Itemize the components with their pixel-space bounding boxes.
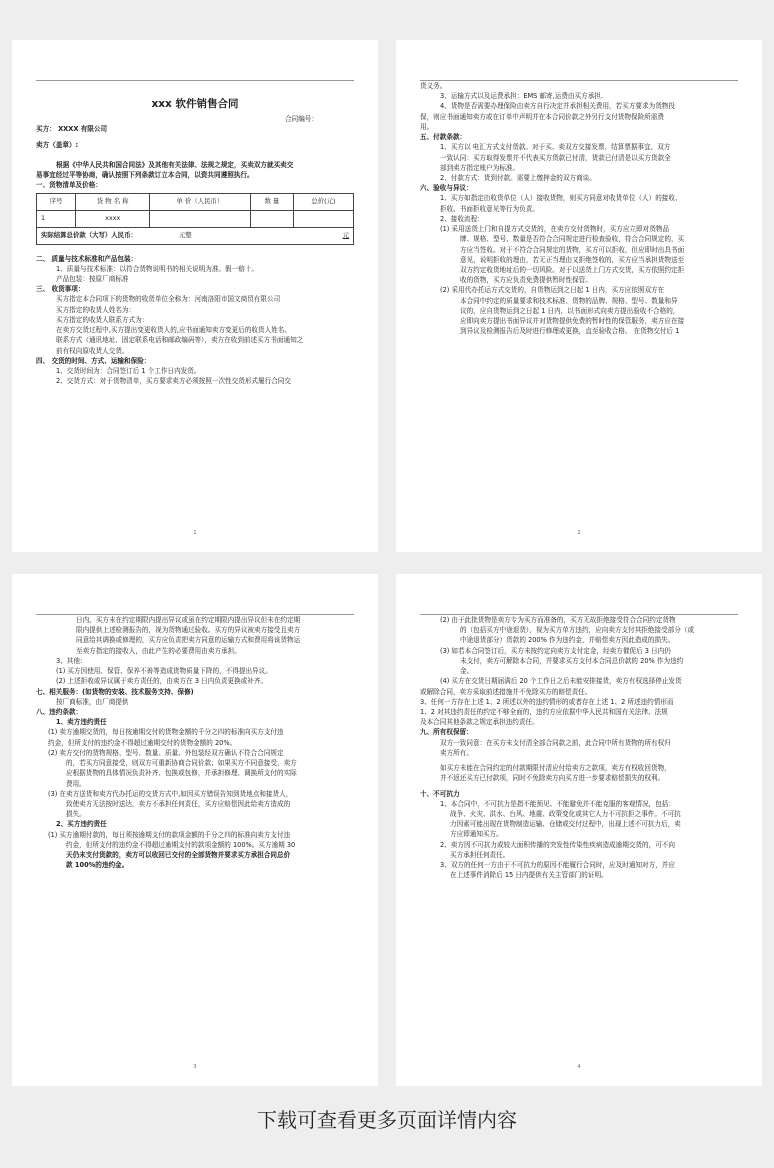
table-cell (149, 210, 250, 227)
paragraph-line: 到异议及检测报告后及时进行修理或更换，直至验收合格。 在货物交付后 1 (460, 327, 680, 336)
paragraph-line: (2) 由于此批货物是卖方专为买方而准备的，买方无故拒绝接受符合合同约定货物 (440, 616, 676, 624)
contract-page-3 (12, 574, 378, 1086)
section-10-heading: 十、不可抗力 (420, 789, 460, 798)
paragraph-line: (2) 卖方交付的货物规格、型号、数量、质量、外包装经双方确认不符合合同规定 (48, 748, 284, 757)
seller-line: 卖方（盖章）: (36, 140, 79, 149)
header-rule (420, 80, 738, 81)
table-cell: xxxx (76, 210, 150, 227)
subsection-heading: 1、卖方违约责任 (56, 718, 107, 727)
paragraph-line: 本合同中约定的质量要求和技术标准、货物的品牌、规格、型号、数量和异 (460, 296, 678, 305)
paragraph-line: (2) 采用代办托运方式交货的，自货物运到之日起 1 日内，买方应依照双方在 (440, 286, 665, 295)
section-5-heading: 五、付款条款： (420, 133, 467, 142)
paragraph-line: 买方指定的收货人姓名为： (56, 305, 136, 314)
paragraph-line: (1) 卖方逾期交货的，每日按逾期交付的货物金额的千分之四的标准向买方支付违 (48, 728, 284, 737)
paragraph-line: 卖方所有。 (440, 748, 473, 757)
paragraph-line: 2、交货方式：对于货物清单，买方要求卖方必须按照一次性交货形式履行合同交 (56, 377, 291, 386)
section-8-heading: 八、违约条款： (36, 707, 83, 716)
paragraph-line: 及本合同其他条款之规定承担违约责任。 (420, 718, 539, 727)
paragraph-line: 部到卖方指定账户为标准。 (440, 163, 520, 172)
paragraph-line: 牌、规格、型号、数量是否符合合同规定进行检查验收，符合合同规定的，买 (460, 235, 685, 244)
contract-number-label: 合同编号： (285, 115, 318, 124)
paragraph-line: 致使卖方无法按时送达，卖方不承担任何责任，买方应赔偿因此给卖方造成的 (66, 799, 291, 808)
paragraph-line: 应根据货物的具体情况负责补齐、包换或包修，并承担修理、调换所支付的实际 (66, 769, 297, 778)
paragraph-line: (2) 上述拒收或异议属于卖方责任的，由卖方在 3 日内负责更换或补齐。 (56, 677, 268, 686)
table-total-cell (37, 227, 354, 244)
paragraph-line: 应即向卖方提出书面异议并对货物提供免费的暂时性的保管服务，卖方应在接 (460, 317, 685, 326)
header-rule (420, 614, 738, 615)
paragraph-line: 费用。 (66, 779, 86, 788)
section-6-heading: 六、验收与异议： (420, 184, 473, 193)
paragraph-line: 保，则应书面通知卖方或在订单中声明并在本合同价款之外另行支付货物保险所需费 (420, 112, 664, 121)
paragraph-line: (1) 采用送货上门和自提方式交货的，在卖方交付货物时，买方应立即对货物品 (440, 225, 670, 234)
goods-table (36, 193, 354, 245)
paragraph-line: 中途退货部分）货款的 200% 作为违约金，并赔偿卖方因此造成的损失。 (460, 636, 675, 645)
paragraph-line: 的（包括买方中途退货），视为买方单方违约，应向卖方支付其拒绝接受部分（或 (460, 626, 695, 635)
paragraph-line: 3、任何一方存在上述 1、2 所述以外的违约情形的或者存在上述 1、2 所述违约情形而 (420, 697, 674, 706)
section-2-heading: 二、 质量与技术标准和产品包装： (36, 254, 138, 263)
paragraph-line: 2、卖方因不可抗力或较大面积传播的突发性传染性疾病造成逾期交货的，可不向 (440, 840, 675, 849)
paragraph-line: 力因素可能出现在货物制造运输、仓储或交付过程中，出现上述不可抗力后，卖 (450, 820, 681, 829)
paragraph-line: 货义务。 (420, 82, 447, 90)
paragraph-line: 1、交货时间为：合同签订后 1 个工作日内发货。 (56, 366, 201, 375)
paragraph-line: 1、本合同中，不可抗力是指不能预见、不能避免并不能克服的客观情况，包括： (440, 799, 675, 808)
paragraph-line: 或解除合同，卖方采取前述措施并不免除买方的赔偿责任。 (420, 687, 592, 696)
section-9-heading: 九、所有权保留： (420, 728, 473, 737)
paragraph-line: 2、付款方式：货到付款。需要上缴押金的双方商谈。 (440, 173, 596, 182)
total-yuan: 元 (342, 230, 349, 239)
paragraph-line: 方应即通知买方。 (450, 830, 503, 839)
total-label: 实际结算总价款（大写）人民币： (41, 230, 137, 239)
paragraph-line: 1、买方如指定由收货单位（人）接收货物，则买方同意对收货单位（人）的接收、 (440, 194, 682, 203)
paragraph-line: 同意给其调换或修理的，买方应负责把卖方同意的运输方式和费用将该货物运 (76, 636, 301, 645)
paragraph-line: 一致认同：买方取得发票并不代表买方货款已付清，货款已付清是以买方货款全 (440, 153, 671, 162)
paragraph-line: 限内提供上述检测报告的，视为货物通过验收。买方的异议被卖方接受且卖方 (76, 626, 301, 635)
paragraph-line: (4) 买方在交货日期届满后 20 个工作日之后未能安排接货，卖方有权选择停止发货 (440, 677, 682, 686)
header-rule (36, 614, 354, 615)
section-3-heading: 三、 收货事项： (36, 285, 85, 294)
section-1-heading: 一、货物清单及价格： (36, 181, 102, 190)
subsection-heading: 2、买方违约责任 (56, 820, 107, 829)
paragraph-line: 1、买方以 电汇方式支付货款。对于买、卖双方交接发票、结算票据事宜，双方 (440, 143, 671, 152)
paragraph-line: 约金，但所支付的违约金不得超过逾期支付的款项金额的 100%。买方逾期 30 (66, 840, 296, 849)
paragraph-line: 2、接收流程： (440, 214, 484, 223)
buyer-line: 买方： XXXX 有限公司 (36, 125, 108, 134)
paragraph-line: 款 100%的违约金。 (66, 861, 129, 870)
paragraph-line: (3) 在卖方送货和卖方代办托运的交货方式中,如因买方错误告知到货地点和接货人， (48, 789, 293, 798)
table-cell (250, 210, 293, 227)
paragraph-line: 联系方式（通讯地址、固定联系电话和邮政编码等），卖方在收到前述买方书面通知之 (56, 336, 304, 345)
paragraph-line: 的，若买方同意接受，则双方可重新协商合同价款；如果买方不同意接受，卖方 (66, 759, 297, 768)
paragraph-line: (3) 如若本合同签订后，买方未按约定向卖方支付定金，经卖方催促后 3 日内仍 (440, 646, 671, 655)
paragraph-line: 在卖方交货过程中,买方提出变更收货人的,应书面通知卖方变更后的收货人姓名、 (56, 326, 291, 335)
page-number: 1 (193, 530, 197, 537)
paragraph-line: 产品包装：按原厂商标准 (56, 275, 129, 284)
total-unit: 元整 (178, 230, 192, 239)
paragraph-line: 收的货物，买方应负责免费提供暂时性保管。 (460, 276, 592, 285)
table-cell (293, 210, 353, 227)
paragraph-line: 如买方未能在合同约定的付款期限付清应付给卖方之款项，卖方有权收回货物， (440, 764, 671, 773)
table-header-cell: 货 物 名 称 (76, 193, 150, 210)
paragraph-line: 日内，买方未在约定期限内提出异议或虽在约定期限内提出异议但未在约定期 (76, 616, 301, 624)
paragraph-line: 天仍未支付货款的，卖方可以收回已交付的全部货物并要求买方承担合同总价 (66, 851, 291, 860)
paragraph-line: (1) 买方逾期付款的，每日须按逾期支付的款项金额的千分之四的标准向卖方支付违 (48, 830, 291, 839)
section-4-heading: 四、 交货的时间、方式、运输和保险： (36, 356, 151, 365)
section-7-heading: 七、相关服务：(如货物的安装、技术服务支持、保修) (36, 687, 194, 696)
paragraph-line: 议的，应自货物运到之日起 1 日内，以书面形式向卖方提出验收不合格的， (460, 306, 680, 315)
table-cell: 1 (37, 210, 76, 227)
paragraph-line: 至卖方指定的接收人，由此产生的必要费用由卖方承担。 (76, 646, 241, 655)
table-header-cell: 数 量 (250, 193, 293, 210)
contract-page-1 (12, 40, 378, 552)
page-number: 3 (193, 1064, 197, 1071)
paragraph-line: 1、质量与技术标准：以符合货物说明书的相关说明为准。假一赔十。 (56, 264, 259, 273)
paragraph-line: 买方指定的收货人联系方式为： (56, 315, 149, 324)
paragraph-line: 意见，说明拒收的理由，若无正当理由又拒绝签收的，买方应当承担货物送至 (460, 255, 685, 264)
paragraph-line: 买方指定本合同项下的货物的收货单位全称为：河南洛阳市国文商贸有限公司 (56, 295, 281, 304)
paragraph-line: 在上述事件消除后 15 日内提供有关主管部门的证明。 (450, 871, 608, 880)
paragraph-line: 3、运输方式以及运费承担：EMS 邮寄,运费由买方承担. (440, 92, 603, 101)
table-header-cell: 单 价（人民币） (149, 193, 250, 210)
paragraph-line: 1、2 对其违约责任的约定不够全面的，违约方应依据中华人民共和国有关法律、法规 (420, 707, 668, 716)
intro-line-1: 根据《中华人民共和国合同法》及其他有关法律、法规之规定，买卖双方就买卖交 (56, 160, 294, 169)
paragraph-line: 双方一致同意：在买方未支付清全部合同款之前，此合同中所有货物的所有权归 (440, 738, 671, 747)
contract-page-2 (396, 40, 762, 552)
table-header-cell: 总价(元) (293, 193, 353, 210)
paragraph-line: 方应当签收。对于不符合合同规定的货物，买方可以拒收，但应即时出具书面 (460, 245, 685, 254)
table-header-cell: 序号 (37, 193, 76, 210)
paragraph-line: 未支付，卖方可解除本合同，并要求买方支付本合同总价款的 20% 作为违约 (460, 656, 684, 665)
paragraph-line: 用。 (420, 122, 434, 131)
paragraph-line: 3、其他: (56, 656, 83, 665)
paragraph-line: 金。 (460, 667, 474, 676)
table-total-row (37, 227, 354, 244)
page-number: 2 (577, 530, 581, 537)
table-row (37, 210, 354, 227)
header-rule (36, 80, 354, 81)
paragraph-line: 前有权向原收货人交货。 (56, 346, 129, 355)
paragraph-line: (1) 买方因使用、保管、保养不善等造成货物质量下降的，不得提出异议。 (56, 667, 272, 676)
paragraph-line: 并不返还买方已付款项，同时不免除卖方向买方进一步要求赔偿损失的权利。 (440, 774, 665, 783)
paragraph-line: 拒收、书面拒收意见等行为负责。 (440, 204, 539, 213)
page-number: 4 (577, 1064, 581, 1071)
table-header-row (37, 193, 354, 210)
paragraph-line: 按厂商标准，由厂商提供 (56, 697, 129, 706)
intro-line-2: 易事宜经过平等协商，确认按照下列条款订立本合同，以资共同遵照执行。 (36, 171, 254, 180)
contract-title: xxx 软件销售合同 (151, 98, 239, 110)
download-more-link[interactable]: 下载可查看更多页面详情内容 (257, 1108, 517, 1132)
paragraph-line: 4、货物是否需要办理保险由卖方自行决定并承担相关费用，若买方要求为货物投 (440, 102, 675, 111)
contract-page-4 (396, 574, 762, 1086)
paragraph-line: 3、双方的任何一方由于不可抗力的原因不能履行合同时，应及时通知对方，并应 (440, 861, 675, 870)
paragraph-line: 双方约定收货地址后的一切风险。对于以送货上门方式交货，买方依照约定拒 (460, 265, 685, 274)
paragraph-line: 损失。 (66, 810, 86, 819)
paragraph-line: 买方承担任何责任。 (450, 850, 510, 859)
paragraph-line: 战争、火灾、洪水、台风、地震、政策变化或其它人力不可抗拒之事件。不可抗 (450, 809, 681, 818)
paragraph-line: 约金，但所支付的违约金不得超过逾期交付的货物金额的 20%。 (48, 738, 237, 747)
